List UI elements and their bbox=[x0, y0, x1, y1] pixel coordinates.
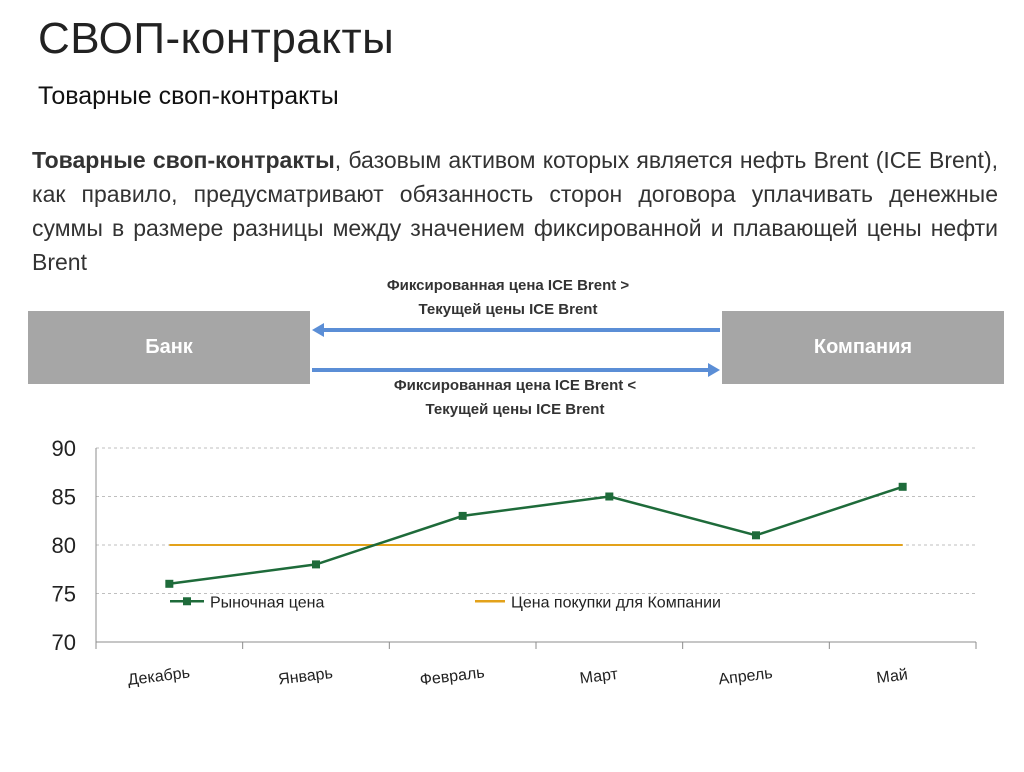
data-point bbox=[459, 512, 467, 520]
price-chart-svg bbox=[0, 420, 1024, 767]
data-point bbox=[605, 493, 613, 501]
x-tick-label: Апрель bbox=[717, 665, 774, 689]
series-line-0 bbox=[169, 487, 902, 584]
x-tick-label: Февраль bbox=[418, 664, 486, 690]
data-point bbox=[752, 531, 760, 539]
legend-label: Рыночная цена bbox=[210, 594, 325, 612]
data-point bbox=[312, 560, 320, 568]
flow-label-bottom bbox=[315, 374, 715, 422]
description-lead-rest: , базовым активом которых является нефть Brent (ICE Brent), как правило, предусматривают обязанность сторон договора уплачивать денежные суммы в размере разницы между значением фиксированной и плавающей цены нефти Brent bbox=[32, 147, 998, 275]
y-tick-label: 70 bbox=[51, 630, 76, 655]
page-title: СВОП-контракты bbox=[38, 14, 395, 63]
x-tick-label: Март bbox=[578, 665, 619, 688]
flow-label-top-line1: Фиксированная цена ICE Brent > bbox=[386, 277, 630, 294]
legend-label: Цена покупки для Компании bbox=[511, 594, 721, 612]
legend-swatch-marker bbox=[183, 597, 191, 605]
company-label: Компания bbox=[813, 336, 913, 358]
x-tick-label: Май bbox=[875, 666, 909, 688]
arrow-to-bank bbox=[312, 323, 720, 337]
y-tick-label: 75 bbox=[51, 581, 76, 607]
x-tick-label: Декабрь bbox=[126, 664, 191, 689]
flow-label-bottom-line2: Текущей цены ICE Brent bbox=[425, 401, 605, 418]
data-point bbox=[899, 483, 907, 491]
description-lead-bold: Товарные своп-контракты bbox=[32, 147, 335, 173]
y-tick-label: 80 bbox=[51, 533, 76, 558]
flow-label-top-line2: Текущей цены ICE Brent bbox=[418, 301, 598, 318]
data-point bbox=[165, 580, 173, 588]
bank-label: Банк bbox=[145, 336, 193, 358]
price-chart bbox=[0, 420, 1024, 767]
x-tick-label: Январь bbox=[277, 664, 334, 689]
flow-label-bottom-line1: Фиксированная цена ICE Brent < bbox=[393, 377, 637, 394]
page-subtitle: Товарные своп-контракты bbox=[38, 82, 339, 110]
y-tick-label: 85 bbox=[51, 484, 76, 510]
y-tick-label: 90 bbox=[51, 436, 76, 461]
